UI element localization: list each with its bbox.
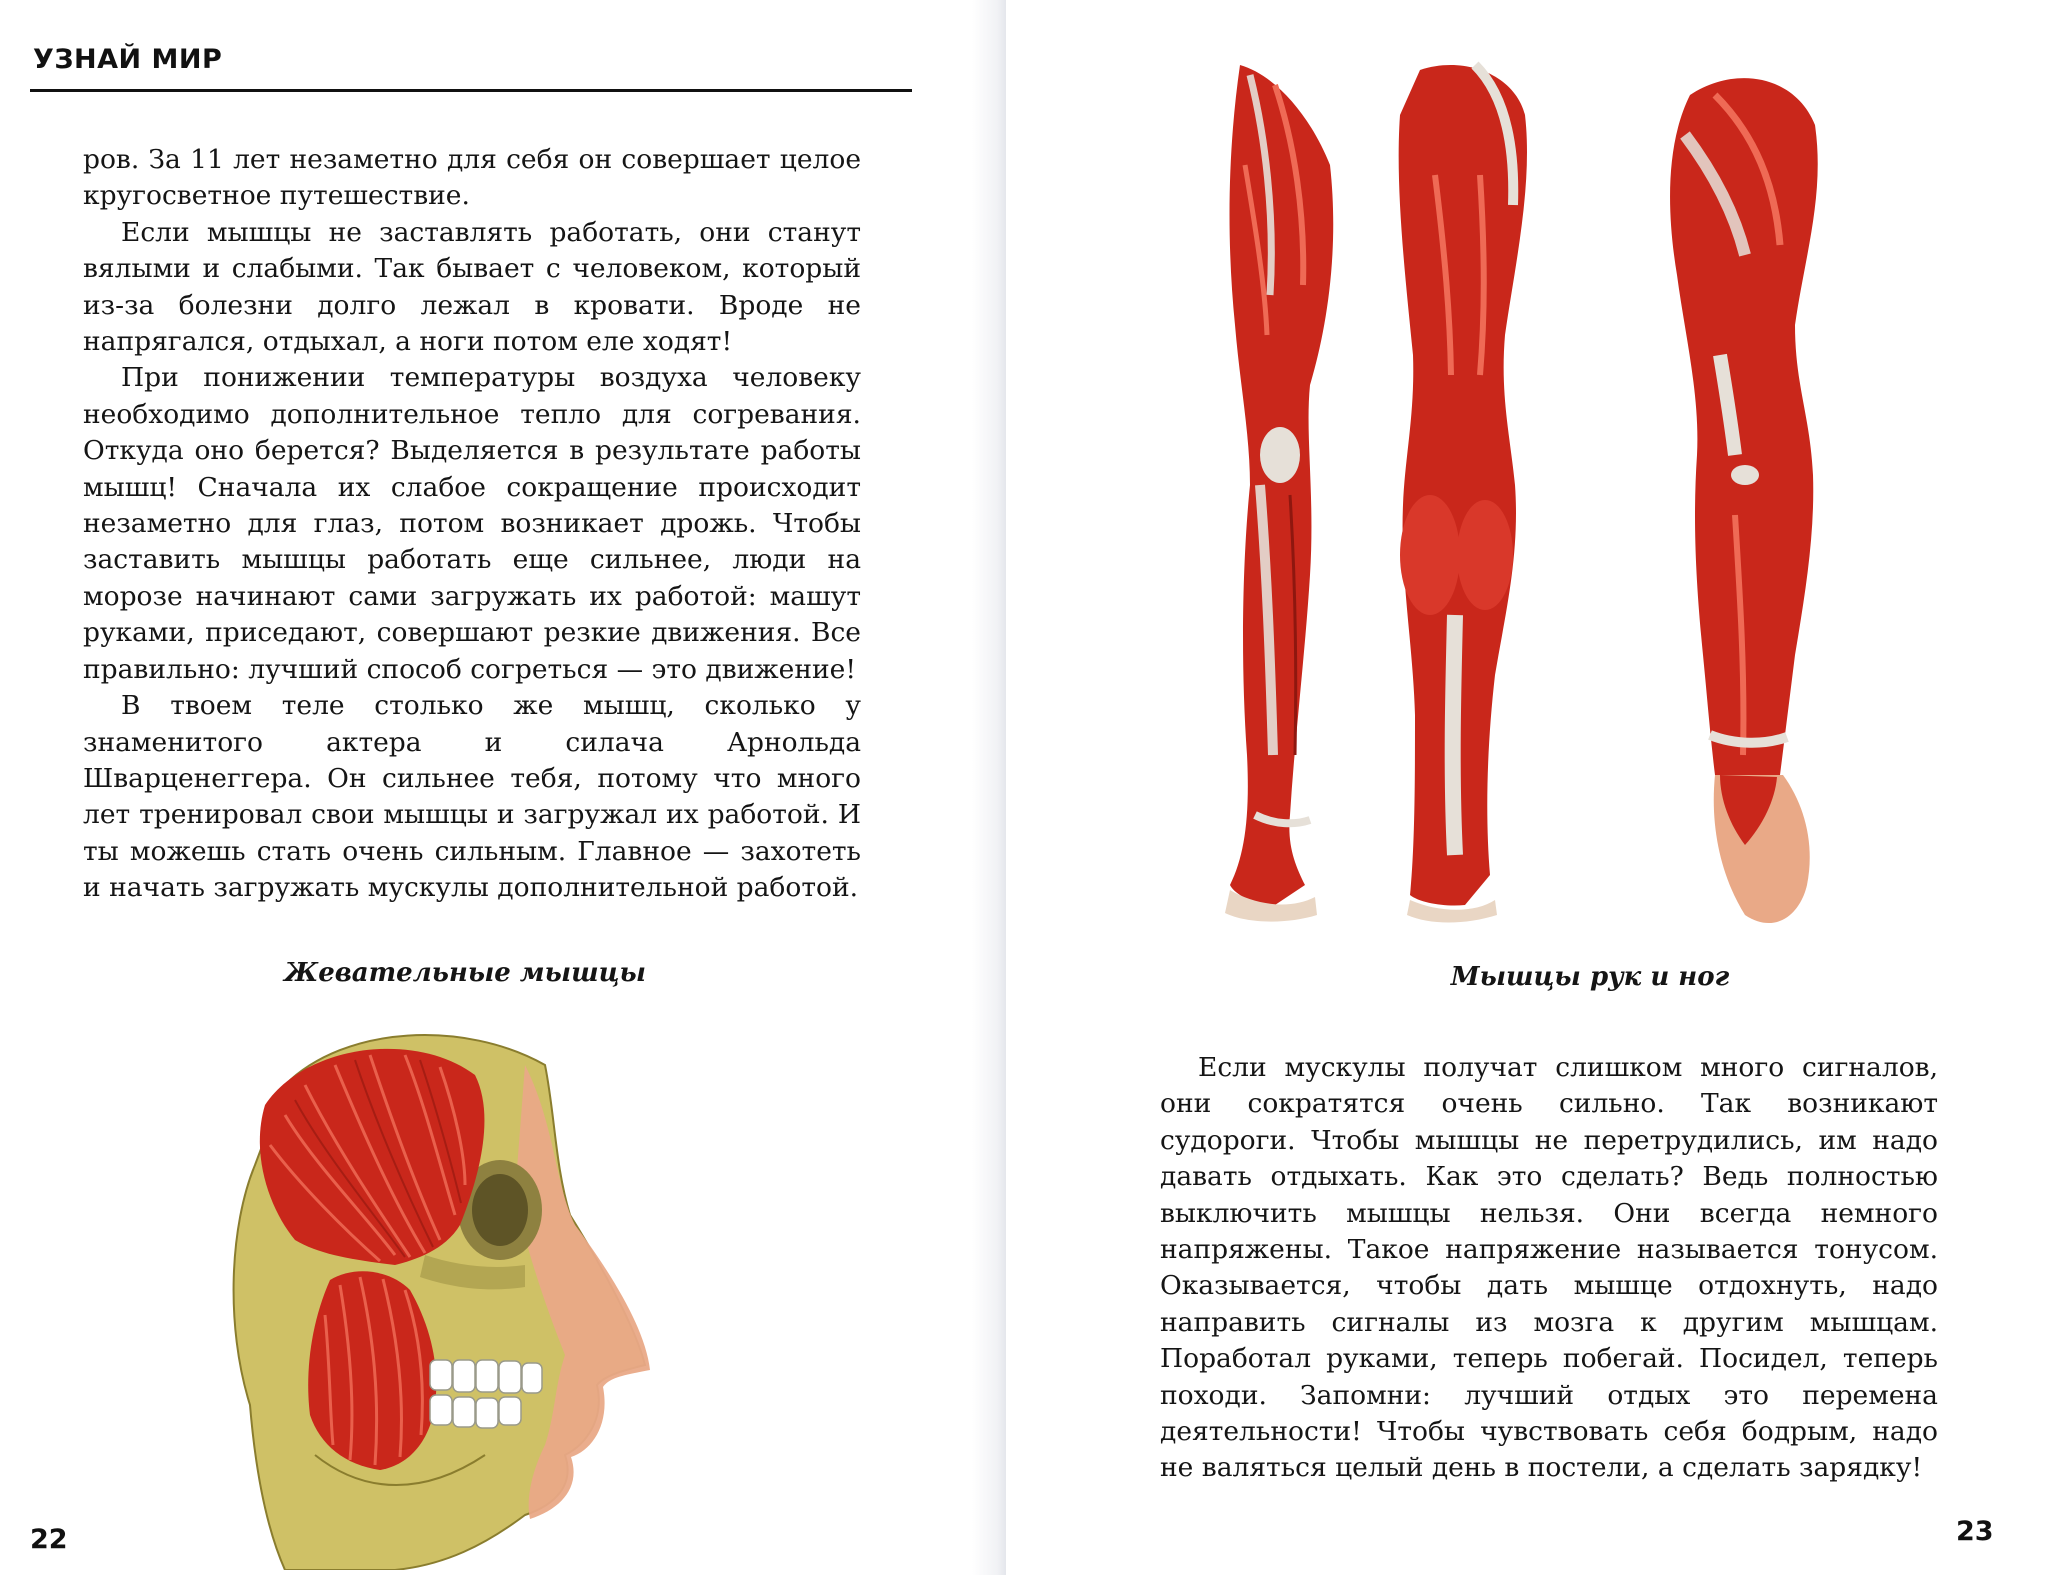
paragraph: При понижении температуры воздуха человеку необходимо дополнительное тепло для согревания. Откуда оно берется? Выделяется в результате работы мышц! Сначала их слабое сокращение происходит незаметно для глаз, потом возникает дрожь. Чтобы заставить мышцы работать еще сильнее, люди на морозе начинают сами загружать их работой: машут руками, приседают, совершают резкие движения. Все правильно: лучший способ согреться — это движение! bbox=[83, 362, 861, 685]
paragraph: Если мышцы не заставлять работать, они станут вялыми и слабыми. Так бывает с человеком, который из-за болезни долго лежал в кровати. Вроде не напрягался, отдыхал, а ноги потом еле ходят! bbox=[83, 216, 861, 358]
arm-side-view bbox=[1670, 78, 1818, 923]
page-number: 22 bbox=[30, 1524, 68, 1555]
paragraph: В твоем теле столько же мышц, сколько у знаменитого актера и силача Арнольда Шварценеггера. Он сильнее тебя, потому что много лет тренировал свои мышцы и загружал их работой. И ты можешь стать очень сильным. Главное — захотеть и начать загружать мускулы дополнительной работой. bbox=[83, 690, 861, 904]
page-number: 23 bbox=[1956, 1516, 1994, 1547]
right-body-text bbox=[1160, 1050, 1938, 1487]
masticatory-muscles-illustration bbox=[225, 1025, 725, 1570]
paragraph: ров. За 11 лет незаметно для себя он совершает целое кругосветное путешествие. bbox=[83, 144, 861, 212]
paragraph: Если мускулы получат слишком много сигналов, они сократятся очень сильно. Так возникают судороги. Чтобы мышцы не перетрудились, им надо давать отдыхать. Как это сделать? Ведь полностью выключить мышцы нельзя. Они всегда немного напряжены. Такое напряжение называется тонусом. Оказывается, чтобы дать мышце отдохнуть, надо направить сигналы из мозга к другим мышцам. Поработал руками, теперь побегай. Посидел, теперь походи. Запомни: лучший отдых это перемена деятельности! Чтобы чувствовать себя бодрым, надо не валяться целый день в постели, а сделать зарядку! bbox=[1160, 1052, 1938, 1484]
leg-front-view bbox=[1225, 65, 1333, 922]
figure-caption-masticatory-muscles: Жевательные мышцы bbox=[284, 958, 646, 988]
figure-caption-limb-muscles: Мышцы рук и ног bbox=[1450, 962, 1730, 992]
left-page bbox=[0, 0, 1006, 1575]
leg-back-view bbox=[1399, 65, 1527, 923]
running-header: УЗНАЙ МИР bbox=[33, 44, 223, 75]
header-rule bbox=[30, 89, 912, 92]
temporalis-muscle bbox=[260, 1049, 485, 1265]
limb-muscles-illustration bbox=[1215, 55, 1905, 955]
left-body-text bbox=[83, 142, 861, 907]
